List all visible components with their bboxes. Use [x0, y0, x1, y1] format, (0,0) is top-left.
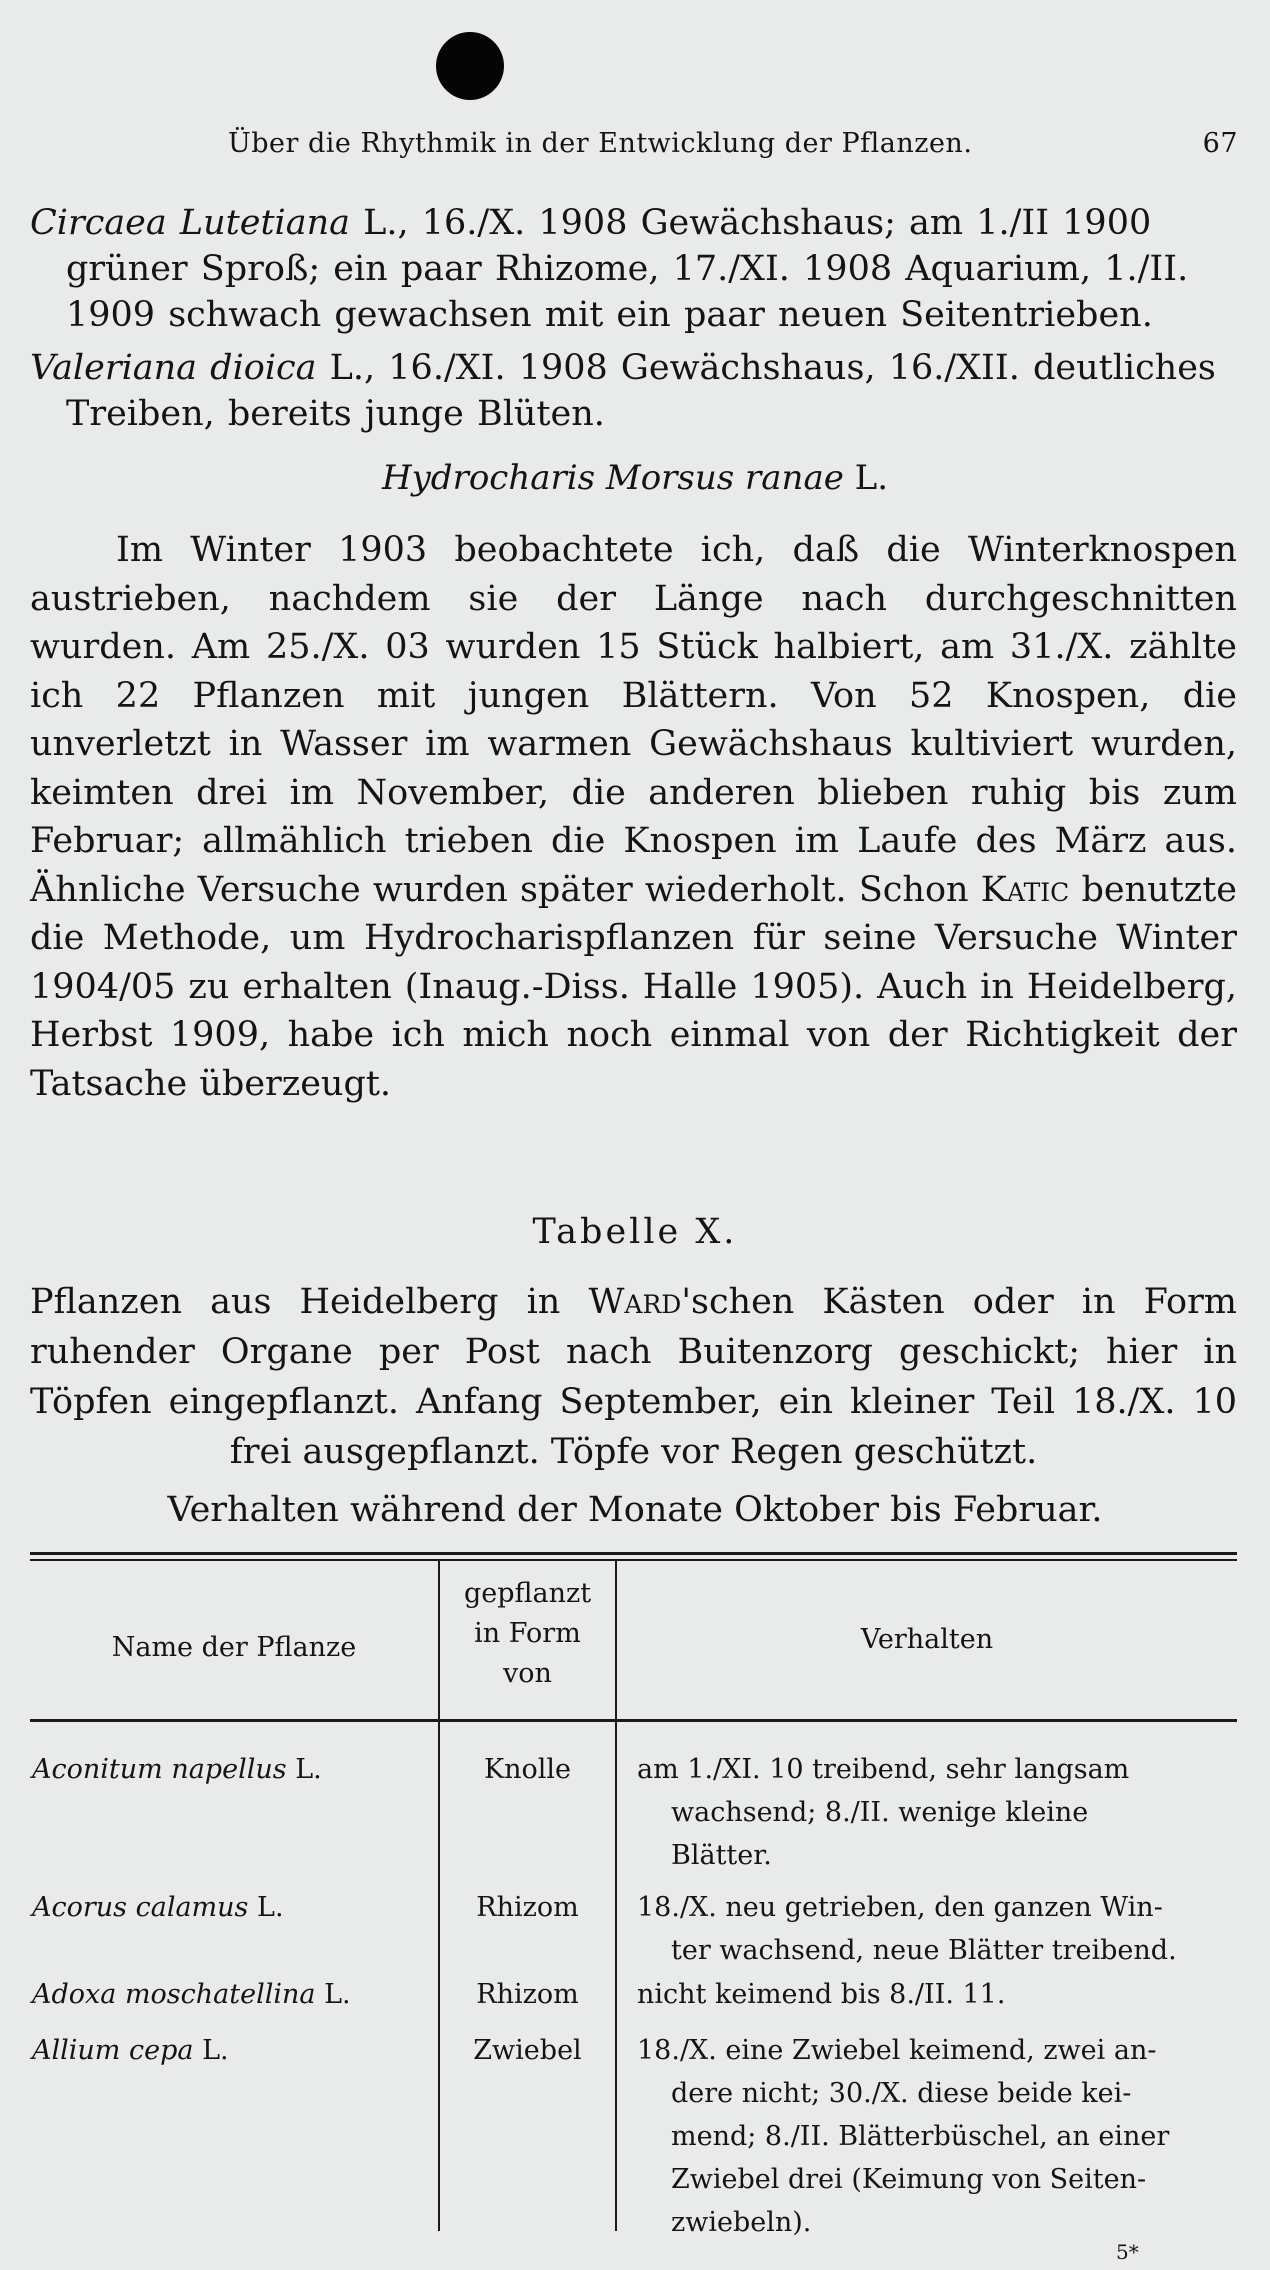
header-organ: [440, 1574, 615, 1694]
species-name: Circaea Lutetiana: [30, 203, 350, 243]
behavior-line: mend; 8./II. Blätterbüschel, an einer: [671, 2121, 1170, 2152]
table-row-name: [32, 1748, 322, 1791]
table-row-organ: Zwiebel: [473, 2035, 582, 2066]
cited-author: Katic: [980, 869, 1070, 910]
table-header-rule: [30, 1719, 1237, 1722]
entry-text-cont: grüner Sproß; ein paar Rhizome, 17./XI. 1908 Aquarium, 1./II.: [66, 249, 1189, 289]
table-row-behavior: [637, 1973, 1237, 2016]
header-name: Name der Pflanze: [111, 1632, 357, 1663]
entry-text: 16./X. 1908 Gewächshaus; am 1./II 1900: [421, 203, 1152, 243]
caption-author: Ward: [588, 1282, 682, 1322]
row-species: Aconitum napellus: [32, 1754, 287, 1785]
table-row-organ: Rhizom: [476, 1892, 579, 1923]
behavior-line: 18./X. eine Zwiebel keimend, zwei an-: [637, 2035, 1157, 2066]
behavior-line: wachsend; 8./II. wenige kleine: [671, 1797, 1089, 1828]
running-head-title: Über die Rhythmik in der Entwicklung der Pflanzen.: [228, 128, 973, 159]
behavior-line: nicht keimend bis 8./II. 11.: [637, 1979, 1006, 2010]
header-organ-line: in Form: [474, 1618, 581, 1649]
header-behavior: Verhalten: [860, 1624, 994, 1655]
row-species: Adoxa moschatellina: [32, 1979, 316, 2010]
table-title: Tabelle X.: [532, 1212, 738, 1252]
row-author: L.: [257, 1892, 284, 1923]
table-top-rule: [30, 1552, 1237, 1555]
behavior-line: 18./X. neu getrieben, den ganzen Win-: [637, 1892, 1163, 1923]
sheet-signature: 5*: [1116, 2240, 1139, 2264]
table-row-name: [32, 2029, 229, 2072]
entry-text: 16./XI. 1908 Gewächshaus, 16./XII. deutliches: [388, 348, 1216, 388]
entry-text-cont: 1909 schwach gewachsen mit ein paar neuen Seitentrieben.: [66, 295, 1153, 335]
table-row-organ: Knolle: [483, 1754, 572, 1785]
section-author: L.: [854, 458, 889, 498]
entry-circaea: [30, 200, 1245, 338]
row-author: L.: [324, 1979, 351, 2010]
paragraph-text: Im Winter 1903 beobachtete ich, daß die Winterknospen austrieben, nachdem sie der Länge nach durchgeschnitten wurden. Am 25./X. 03 wurden 15 Stück halbiert, am 31./X. zählte ich 22 Pflanzen mit jungen Blättern. Von 52 Knospen, die unverletzt in Wasser im warmen Gewächshaus kultiviert wurden, keimten drei im November, die anderen blieben ruhig bis zum Februar; allmählich trieben die Knospen im Laufe des März aus. Ähnliche Versuche wurden später wiederholt. Schon: [30, 530, 1237, 910]
behavior-line: zwiebeln).: [671, 2207, 812, 2238]
behavior-line: Zwiebel drei (Keimung von Seiten-: [671, 2164, 1147, 2195]
table-top-rule-2: [30, 1559, 1237, 1561]
behavior-line: dere nicht; 30./X. diese beide kei-: [671, 2078, 1132, 2109]
column-divider: [615, 1561, 617, 2231]
behavior-line: Blätter.: [671, 1840, 772, 1871]
caption-text: 'schen Kästen oder in Form ruhender Organe per Post nach Buitenzorg geschickt; hier in Töpfen eingepflanzt. Anfang September, ein kleiner Teil 18./X. 10 frei ausgepflanzt. Töpfe vor Regen geschützt.: [30, 1282, 1237, 1472]
row-species: Allium cepa: [32, 2035, 194, 2066]
row-author: L.: [295, 1754, 322, 1785]
punch-hole: [436, 32, 504, 100]
table-row-behavior: [637, 1886, 1237, 1972]
header-organ-line: gepflanzt: [463, 1578, 592, 1609]
species-author: L.,: [363, 203, 409, 243]
page-number: 67: [1202, 128, 1238, 159]
behavior-line: ter wachsend, neue Blätter treibend.: [671, 1935, 1177, 1966]
table-row-name: [32, 1973, 351, 2016]
section-species: Hydrocharis Morsus ranae: [381, 458, 844, 498]
row-species: Acorus calamus: [32, 1892, 249, 1923]
caption-text: Pflanzen aus Heidelberg in: [30, 1282, 561, 1322]
table-subcaption: Verhalten während der Monate Oktober bis Februar.: [167, 1490, 1103, 1530]
table-row-behavior: [637, 2029, 1237, 2244]
section-heading: [0, 458, 1270, 498]
behavior-line: am 1./XI. 10 treibend, sehr langsam: [637, 1754, 1130, 1785]
species-author: L.,: [329, 348, 376, 388]
entry-text-cont: Treiben, bereits junge Blüten.: [66, 394, 605, 434]
table-row-behavior: [637, 1748, 1237, 1877]
header-organ-line: von: [503, 1658, 552, 1689]
species-name: Valeriana dioica: [30, 348, 317, 388]
row-author: L.: [202, 2035, 229, 2066]
body-paragraph: [30, 526, 1237, 1108]
paragraph-text: benutzte die Methode, um Hydrocharispflanzen für seine Versuche Winter 1904/05 zu erhalten (Inaug.-Diss. Halle 1905). Auch in Heidelberg, Herbst 1909, habe ich mich noch einmal von der Richtigkeit der Tatsache überzeugt.: [30, 869, 1237, 1104]
entry-valeriana: [30, 345, 1245, 437]
table-caption: [30, 1277, 1237, 1477]
table-row-organ: Rhizom: [476, 1979, 579, 2010]
table-row-name: [32, 1886, 284, 1929]
